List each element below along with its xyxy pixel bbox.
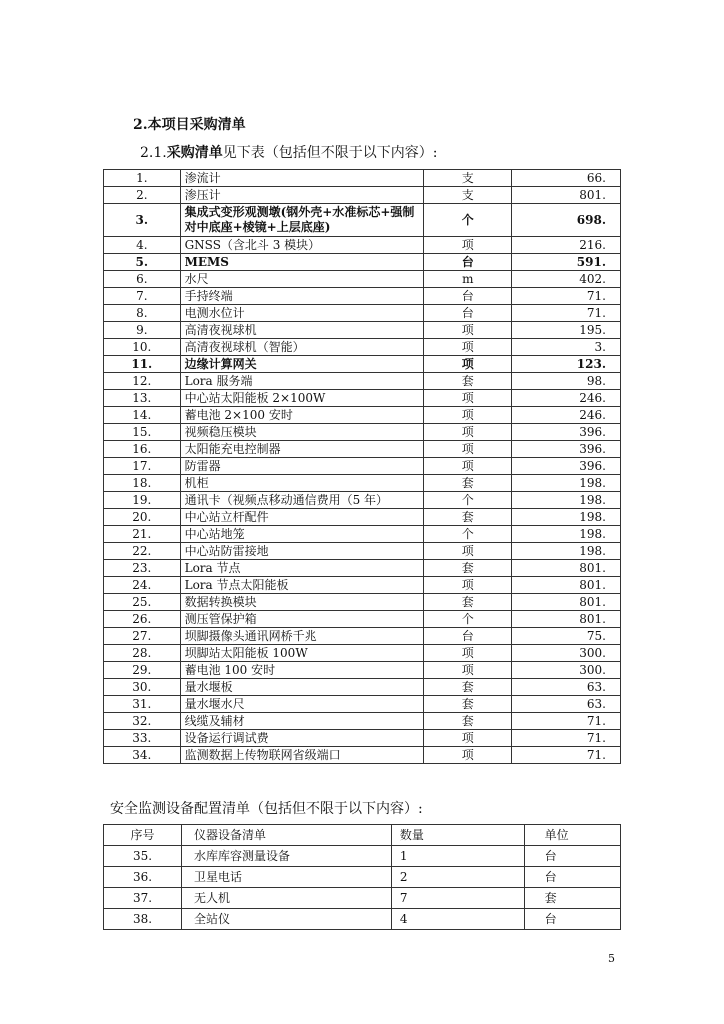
row-number: 29. bbox=[104, 662, 181, 679]
item-quantity: 71. bbox=[512, 730, 621, 747]
item-quantity: 98. bbox=[512, 373, 621, 390]
table-row bbox=[104, 390, 621, 407]
item-quantity: 396. bbox=[512, 424, 621, 441]
equipment-quantity: 2 bbox=[391, 867, 524, 888]
row-number: 2. bbox=[104, 187, 181, 204]
item-unit: 套 bbox=[424, 509, 512, 526]
row-number: 18. bbox=[104, 475, 181, 492]
row-number: 31. bbox=[104, 696, 181, 713]
equipment-quantity: 4 bbox=[391, 909, 524, 930]
row-number: 27. bbox=[104, 628, 181, 645]
table-row bbox=[104, 407, 621, 424]
item-unit: 台 bbox=[424, 628, 512, 645]
item-unit: 台 bbox=[424, 288, 512, 305]
item-name: 蓄电池 2×100 安时 bbox=[180, 407, 423, 424]
item-quantity: 216. bbox=[512, 237, 621, 254]
row-number: 10. bbox=[104, 339, 181, 356]
equipment-unit: 套 bbox=[524, 888, 620, 909]
item-unit: 项 bbox=[424, 577, 512, 594]
item-unit: 项 bbox=[424, 322, 512, 339]
item-quantity: 66. bbox=[512, 170, 621, 187]
table-row bbox=[104, 509, 621, 526]
item-name: 蓄电池 100 安时 bbox=[180, 662, 423, 679]
row-number: 8. bbox=[104, 305, 181, 322]
page-number: 5 bbox=[608, 952, 615, 965]
item-name: 防雷器 bbox=[180, 458, 423, 475]
equipment-unit: 台 bbox=[524, 867, 620, 888]
row-number: 26. bbox=[104, 611, 181, 628]
item-name: 边缘计算网关 bbox=[180, 356, 423, 373]
row-number: 25. bbox=[104, 594, 181, 611]
equipment-unit: 台 bbox=[524, 846, 620, 867]
item-name: 中心站地笼 bbox=[180, 526, 423, 543]
item-quantity: 198. bbox=[512, 492, 621, 509]
row-number: 22. bbox=[104, 543, 181, 560]
item-unit: 套 bbox=[424, 475, 512, 492]
row-number: 15. bbox=[104, 424, 181, 441]
table-row bbox=[104, 424, 621, 441]
item-quantity: 402. bbox=[512, 271, 621, 288]
table-row bbox=[104, 713, 621, 730]
item-unit: 项 bbox=[424, 730, 512, 747]
item-unit: 项 bbox=[424, 543, 512, 560]
item-name: 机柜 bbox=[180, 475, 423, 492]
table-row bbox=[104, 288, 621, 305]
table-row bbox=[104, 888, 621, 909]
table-row bbox=[104, 187, 621, 204]
table-row bbox=[104, 611, 621, 628]
equipment-header-row bbox=[104, 825, 621, 846]
item-name: 视频稳压模块 bbox=[180, 424, 423, 441]
table-row bbox=[104, 356, 621, 373]
item-name: 渗流计 bbox=[180, 170, 423, 187]
item-name: 监测数据上传物联网省级端口 bbox=[180, 747, 423, 764]
row-number: 33. bbox=[104, 730, 181, 747]
table-row bbox=[104, 846, 621, 867]
table-row bbox=[104, 170, 621, 187]
item-unit: 项 bbox=[424, 390, 512, 407]
table-row bbox=[104, 441, 621, 458]
row-number: 32. bbox=[104, 713, 181, 730]
item-name: Lora 节点太阳能板 bbox=[180, 577, 423, 594]
row-number: 17. bbox=[104, 458, 181, 475]
row-number: 28. bbox=[104, 645, 181, 662]
table-row bbox=[104, 730, 621, 747]
equipment-table bbox=[103, 824, 621, 930]
table-row bbox=[104, 662, 621, 679]
row-number: 4. bbox=[104, 237, 181, 254]
item-unit: 个 bbox=[424, 204, 512, 237]
section-heading: 2.本项目采购清单 bbox=[133, 117, 246, 133]
row-number: 6. bbox=[104, 271, 181, 288]
item-unit: 套 bbox=[424, 373, 512, 390]
item-name: 坝脚站太阳能板 100W bbox=[180, 645, 423, 662]
item-quantity: 198. bbox=[512, 543, 621, 560]
row-number: 21. bbox=[104, 526, 181, 543]
item-quantity: 396. bbox=[512, 441, 621, 458]
equipment-section-title: 安全监测设备配置清单（包括但不限于以下内容）: bbox=[110, 801, 423, 817]
item-name: 量水堰板 bbox=[180, 679, 423, 696]
table-row bbox=[104, 909, 621, 930]
row-number: 36. bbox=[104, 867, 182, 888]
item-name: 高清夜视球机 bbox=[180, 322, 423, 339]
row-number: 34. bbox=[104, 747, 181, 764]
item-unit: 项 bbox=[424, 407, 512, 424]
row-number: 5. bbox=[104, 254, 181, 271]
item-unit: 项 bbox=[424, 356, 512, 373]
equipment-quantity: 1 bbox=[391, 846, 524, 867]
table-row bbox=[104, 322, 621, 339]
equipment-quantity: 7 bbox=[391, 888, 524, 909]
item-quantity: 801. bbox=[512, 594, 621, 611]
table-row bbox=[104, 204, 621, 237]
item-name: 中心站太阳能板 2×100W bbox=[180, 390, 423, 407]
item-name: GNSS（含北斗 3 模块） bbox=[180, 237, 423, 254]
row-number: 3. bbox=[104, 204, 181, 237]
item-unit: 套 bbox=[424, 679, 512, 696]
row-number: 38. bbox=[104, 909, 182, 930]
item-quantity: 123. bbox=[512, 356, 621, 373]
item-name: 测压管保护箱 bbox=[180, 611, 423, 628]
item-quantity: 3. bbox=[512, 339, 621, 356]
item-name: 通讯卡（视频点移动通信费用（5 年） bbox=[180, 492, 423, 509]
item-name: 高清夜视球机（智能） bbox=[180, 339, 423, 356]
item-unit: 套 bbox=[424, 560, 512, 577]
table-row bbox=[104, 560, 621, 577]
row-number: 20. bbox=[104, 509, 181, 526]
row-number: 9. bbox=[104, 322, 181, 339]
item-unit: 项 bbox=[424, 237, 512, 254]
table-row bbox=[104, 594, 621, 611]
table-row bbox=[104, 679, 621, 696]
item-quantity: 71. bbox=[512, 747, 621, 764]
item-quantity: 63. bbox=[512, 696, 621, 713]
item-quantity: 195. bbox=[512, 322, 621, 339]
row-number: 7. bbox=[104, 288, 181, 305]
item-unit: 项 bbox=[424, 662, 512, 679]
item-quantity: 75. bbox=[512, 628, 621, 645]
item-quantity: 71. bbox=[512, 288, 621, 305]
item-name: 电测水位计 bbox=[180, 305, 423, 322]
header-unit: 单位 bbox=[524, 825, 620, 846]
item-unit: 项 bbox=[424, 424, 512, 441]
row-number: 30. bbox=[104, 679, 181, 696]
table-row bbox=[104, 645, 621, 662]
item-unit: 项 bbox=[424, 645, 512, 662]
table-row bbox=[104, 526, 621, 543]
table-row bbox=[104, 867, 621, 888]
item-quantity: 300. bbox=[512, 645, 621, 662]
table-row bbox=[104, 747, 621, 764]
item-unit: 个 bbox=[424, 526, 512, 543]
row-number: 23. bbox=[104, 560, 181, 577]
item-quantity: 801. bbox=[512, 577, 621, 594]
item-name: 集成式变形观测墩(钢外壳+水准标芯+强制对中底座+棱镜+上层底座) bbox=[180, 204, 423, 237]
table-row bbox=[104, 696, 621, 713]
table-row bbox=[104, 492, 621, 509]
table-row bbox=[104, 271, 621, 288]
item-unit: 支 bbox=[424, 170, 512, 187]
item-name: 中心站防雷接地 bbox=[180, 543, 423, 560]
item-quantity: 396. bbox=[512, 458, 621, 475]
table-row bbox=[104, 628, 621, 645]
item-name: 坝脚摄像头通讯网桥千兆 bbox=[180, 628, 423, 645]
item-unit: 个 bbox=[424, 492, 512, 509]
item-name: 数据转换模块 bbox=[180, 594, 423, 611]
row-number: 12. bbox=[104, 373, 181, 390]
item-name: 中心站立杆配件 bbox=[180, 509, 423, 526]
row-number: 16. bbox=[104, 441, 181, 458]
item-name: 太阳能充电控制器 bbox=[180, 441, 423, 458]
equipment-unit: 台 bbox=[524, 909, 620, 930]
item-quantity: 198. bbox=[512, 526, 621, 543]
item-quantity: 591. bbox=[512, 254, 621, 271]
item-quantity: 801. bbox=[512, 187, 621, 204]
subsection-number: 2.1. bbox=[140, 145, 167, 161]
item-unit: 项 bbox=[424, 458, 512, 475]
item-name: Lora 服务端 bbox=[180, 373, 423, 390]
item-name: 渗压计 bbox=[180, 187, 423, 204]
item-quantity: 71. bbox=[512, 713, 621, 730]
row-number: 13. bbox=[104, 390, 181, 407]
table-row bbox=[104, 577, 621, 594]
item-name: 量水堰水尺 bbox=[180, 696, 423, 713]
equipment-name: 水库库容测量设备 bbox=[182, 846, 392, 867]
table-row bbox=[104, 475, 621, 492]
item-unit: m bbox=[424, 271, 512, 288]
item-quantity: 698. bbox=[512, 204, 621, 237]
row-number: 11. bbox=[104, 356, 181, 373]
subsection-heading bbox=[140, 142, 437, 162]
item-unit: 个 bbox=[424, 611, 512, 628]
item-name: 线缆及辅材 bbox=[180, 713, 423, 730]
item-unit: 套 bbox=[424, 713, 512, 730]
equipment-name: 卫星电话 bbox=[182, 867, 392, 888]
item-quantity: 71. bbox=[512, 305, 621, 322]
item-name: MEMS bbox=[180, 254, 423, 271]
item-quantity: 246. bbox=[512, 390, 621, 407]
item-quantity: 801. bbox=[512, 611, 621, 628]
table-row bbox=[104, 237, 621, 254]
item-name: 设备运行调试费 bbox=[180, 730, 423, 747]
equipment-name: 无人机 bbox=[182, 888, 392, 909]
item-unit: 套 bbox=[424, 594, 512, 611]
item-unit: 台 bbox=[424, 254, 512, 271]
row-number: 24. bbox=[104, 577, 181, 594]
subsection-note: 见下表（包括但不限于以下内容）: bbox=[222, 145, 438, 161]
item-unit: 套 bbox=[424, 696, 512, 713]
item-unit: 项 bbox=[424, 339, 512, 356]
row-number: 37. bbox=[104, 888, 182, 909]
row-number: 19. bbox=[104, 492, 181, 509]
table-row bbox=[104, 254, 621, 271]
table-row bbox=[104, 373, 621, 390]
table-row bbox=[104, 305, 621, 322]
subsection-title: 采购清单 bbox=[166, 145, 223, 161]
item-quantity: 246. bbox=[512, 407, 621, 424]
row-number: 35. bbox=[104, 846, 182, 867]
item-unit: 台 bbox=[424, 305, 512, 322]
header-qty: 数量 bbox=[391, 825, 524, 846]
item-name: Lora 节点 bbox=[180, 560, 423, 577]
item-quantity: 801. bbox=[512, 560, 621, 577]
table-row bbox=[104, 543, 621, 560]
table-row bbox=[104, 339, 621, 356]
item-quantity: 198. bbox=[512, 509, 621, 526]
item-unit: 项 bbox=[424, 747, 512, 764]
item-quantity: 63. bbox=[512, 679, 621, 696]
table-row bbox=[104, 458, 621, 475]
row-number: 1. bbox=[104, 170, 181, 187]
procurement-table bbox=[103, 169, 621, 764]
item-quantity: 198. bbox=[512, 475, 621, 492]
equipment-name: 全站仪 bbox=[182, 909, 392, 930]
item-quantity: 300. bbox=[512, 662, 621, 679]
header-no: 序号 bbox=[104, 825, 182, 846]
row-number: 14. bbox=[104, 407, 181, 424]
item-unit: 支 bbox=[424, 187, 512, 204]
item-name: 手持终端 bbox=[180, 288, 423, 305]
item-unit: 项 bbox=[424, 441, 512, 458]
header-name: 仪器设备清单 bbox=[182, 825, 392, 846]
item-name: 水尺 bbox=[180, 271, 423, 288]
